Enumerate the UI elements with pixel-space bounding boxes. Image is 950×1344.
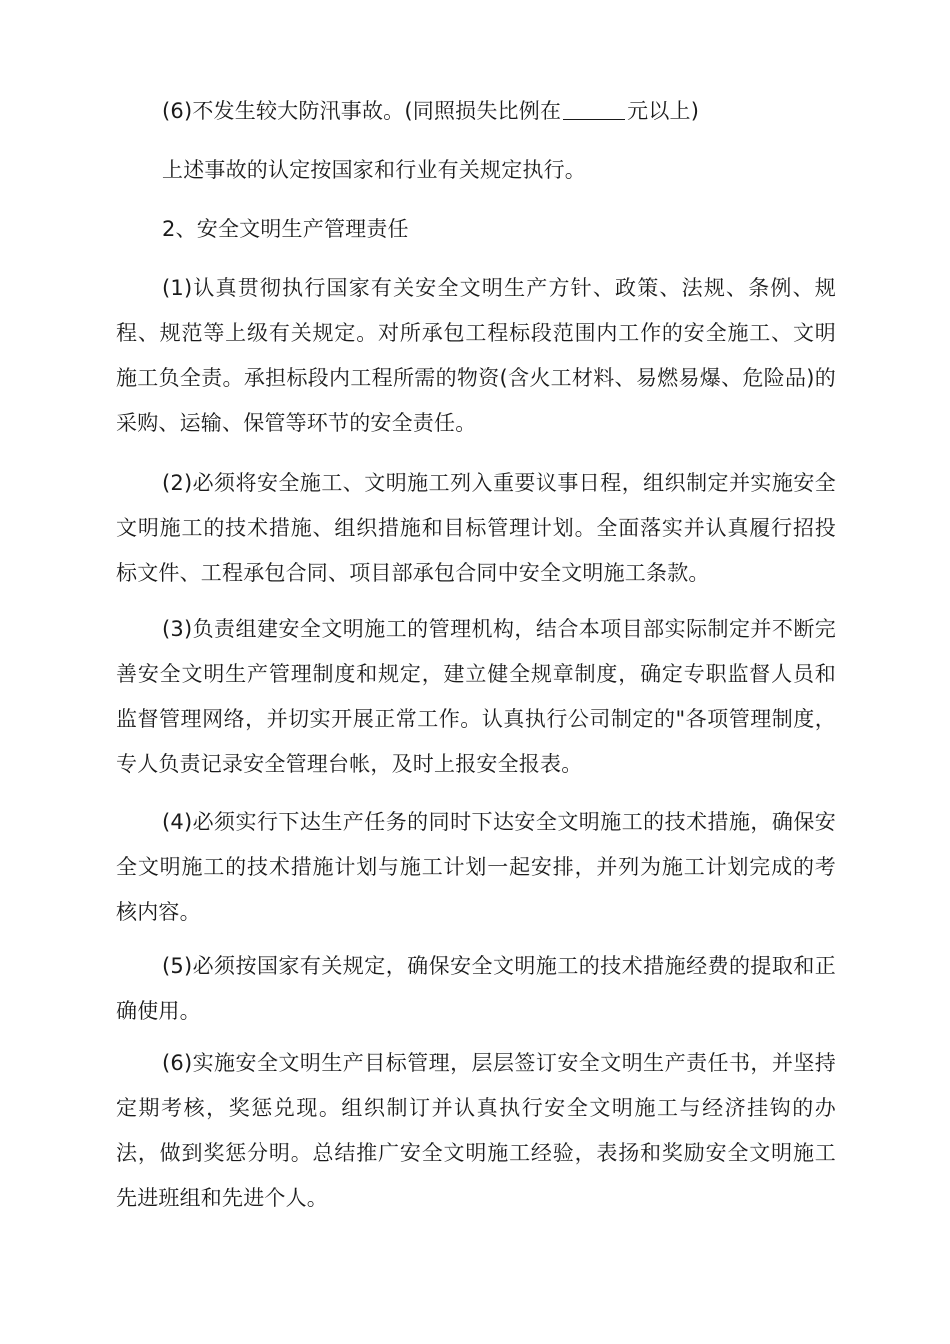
paragraph-item-5: (5)必须按国家有关规定，确保安全文明施工的技术措施经费的提取和正确使用。 [116, 954, 836, 1023]
paragraph-flood-prevention-prefix: (6)不发生较大防汛事故。(同照损失比例在 [162, 99, 562, 123]
paragraph-item-3: (3)负责组建安全文明施工的管理机构，结合本项目部实际制定并不断完善安全文明生产管理制度和规定，建立健全规章制度，确定专职监督人员和监督管理网络，并切实开展正常工作。认真执行公司制定的"各项管理制度，专人负责记录安全管理台帐，及时上报安全报表。 [116, 617, 836, 776]
paragraph-item-4: (4)必须实行下达生产任务的同时下达安全文明施工的技术措施，确保安全文明施工的技术措施计划与施工计划一起安排，并列为施工计划完成的考核内容。 [116, 810, 836, 924]
paragraph-flood-prevention-suffix: 元以上) [627, 99, 700, 123]
section-heading-safety-management: 2、安全文明生产管理责任 [162, 217, 409, 241]
paragraph-item-2: (2)必须将安全施工、文明施工列入重要议事日程，组织制定并实施安全文明施工的技术措施、组织措施和目标管理计划。全面落实并认真履行招投标文件、工程承包合同、项目部承包合同中安全文明施工条款。 [116, 471, 836, 585]
paragraph-flood-prevention [116, 89, 836, 134]
loss-amount-blank [563, 99, 625, 120]
paragraph-item-6: (6)实施安全文明生产目标管理，层层签订安全文明生产责任书，并坚持定期考核，奖惩兑现。组织制订并认真执行安全文明施工与经济挂钩的办法，做到奖惩分明。总结推广安全文明施工经验，表扬和奖励安全文明施工先进班组和先进个人。 [116, 1051, 836, 1210]
paragraph-item-1: (1)认真贯彻执行国家有关安全文明生产方针、政策、法规、条例、规程、规范等上级有关规定。对所承包工程标段范围内工作的安全施工、文明施工负全责。承担标段内工程所需的物资(含火工材料、易燃易爆、危险品)的采购、运输、保管等环节的安全责任。 [116, 276, 836, 435]
paragraph-accident-determination: 上述事故的认定按国家和行业有关规定执行。 [162, 158, 586, 182]
